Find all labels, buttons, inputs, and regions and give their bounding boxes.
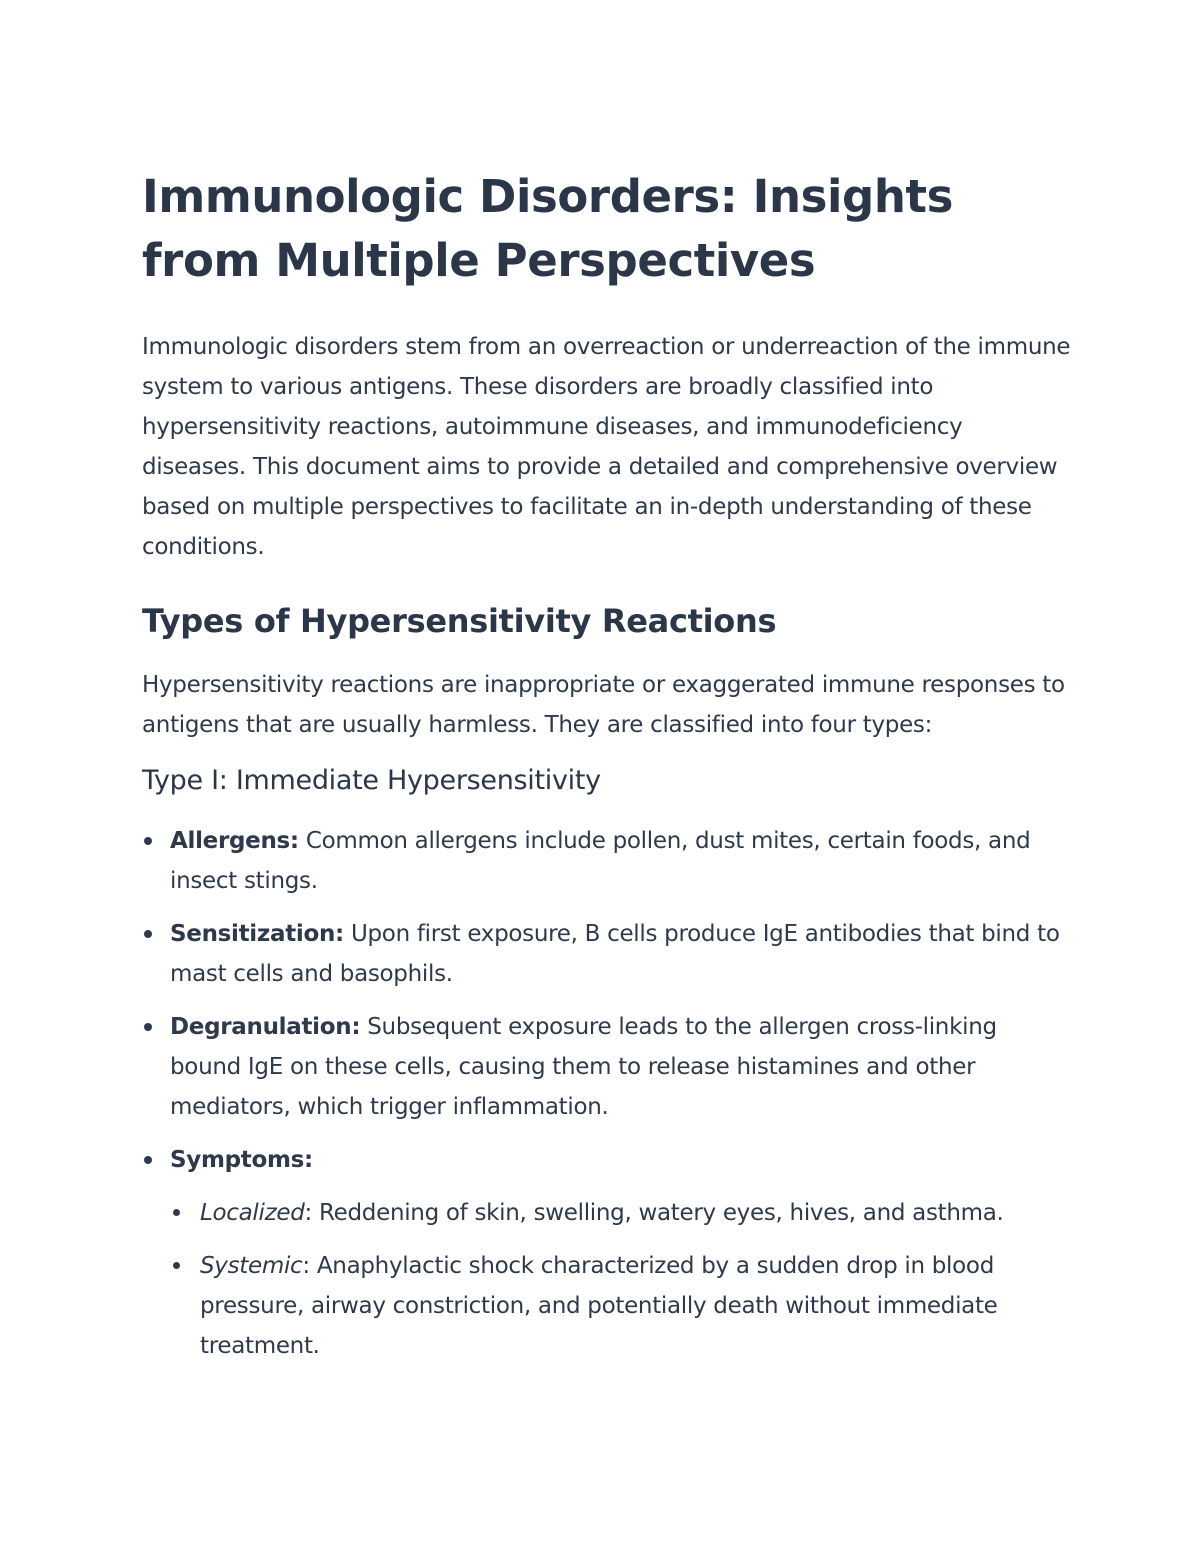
list-item-text: Subsequent exposure leads to the allergen cross-linking bound IgE on these cells, causing them to release histamines and other mediators, which trigger inflammation.	[170, 1014, 997, 1120]
bullet-icon	[173, 1262, 180, 1269]
bullet-icon	[144, 837, 152, 845]
sublist-item-text: : Anaphylactic shock characterized by a sudden drop in blood pressure, airway constriction, and potentially death without immediate treatment.	[200, 1253, 998, 1359]
subsection-heading: Type I: Immediate Hypersensitivity	[142, 765, 601, 796]
intro-paragraph: Immunologic disorders stem from an overreaction or underreaction of the immune system to various antigens. These disorders are broadly classified into hypersensitivity reactions, autoimmune diseases, and immunodeficiency diseases. This document aims to provide a detailed and comprehensive overview based on multiple perspectives to facilitate an in-depth understanding of these conditions.	[142, 334, 1071, 560]
document-page	[142, 165, 1072, 1379]
list-item-text: Common allergens include pollen, dust mites, certain foods, and insect stings.	[170, 828, 1031, 894]
list-item-degranulation	[142, 1007, 1072, 1127]
list-item-term: Allergens:	[170, 828, 299, 854]
list-item-term: Degranulation:	[170, 1014, 361, 1040]
symptoms-sublist	[170, 1193, 1072, 1366]
list-item-sensitization	[142, 914, 1072, 994]
bullet-icon	[144, 930, 152, 938]
sublist-item-term: Localized	[200, 1200, 305, 1226]
document-title: Immunologic Disorders: Insights from Multiple Perspectives	[142, 170, 954, 287]
bullet-icon	[173, 1209, 180, 1216]
sublist-item-systemic	[170, 1246, 1072, 1366]
list-item-term: Symptoms:	[170, 1147, 313, 1173]
sublist-item-localized	[170, 1193, 1072, 1233]
list-item-term: Sensitization:	[170, 921, 344, 947]
sublist-item-text: : Reddening of skin, swelling, watery eyes, hives, and asthma.	[304, 1200, 1004, 1226]
list-item-text: Upon first exposure, B cells produce IgE antibodies that bind to mast cells and basophils.	[170, 921, 1060, 987]
bullet-icon	[144, 1156, 152, 1164]
section-heading: Types of Hypersensitivity Reactions	[142, 602, 777, 640]
sublist-item-term: Systemic	[200, 1253, 303, 1279]
bullet-icon	[144, 1023, 152, 1031]
list-item-allergens	[142, 821, 1072, 901]
list-item-symptoms	[142, 1140, 1072, 1366]
type-one-list	[142, 821, 1072, 1366]
section-intro-paragraph: Hypersensitivity reactions are inappropriate or exaggerated immune responses to antigens that are usually harmless. They are classified into four types:	[142, 672, 1065, 738]
